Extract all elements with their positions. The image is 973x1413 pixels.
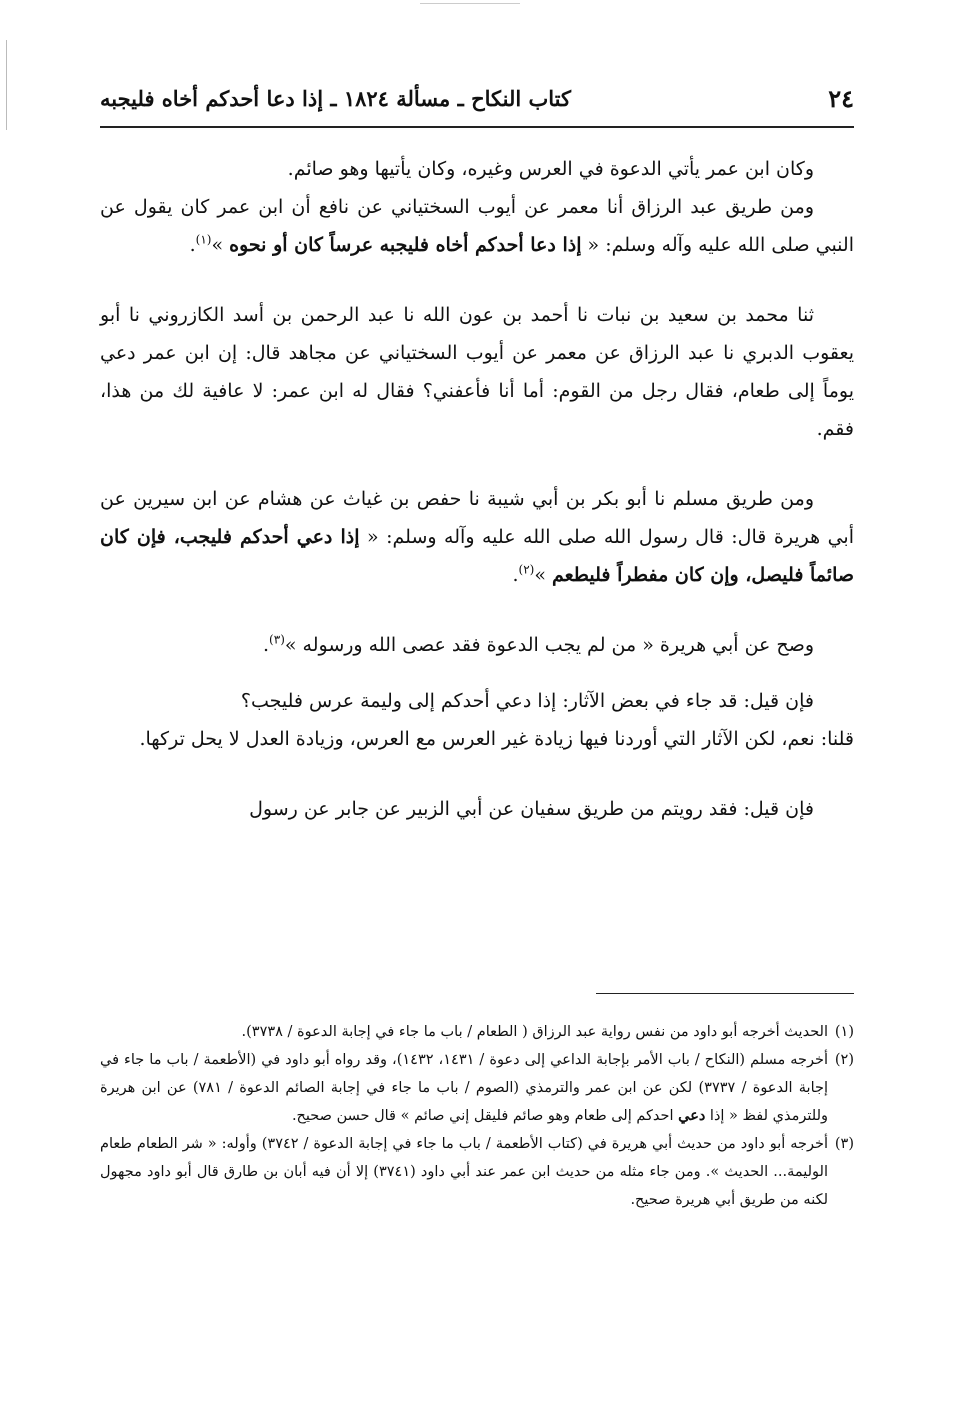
footnote-ref-2: (٢) — [518, 562, 535, 577]
footnote-2-text-end: احدكم إلى طعام وهو صائم فليقل إني صائم » قال حسن صحيح. — [291, 1108, 679, 1124]
footnote-2-bold: دعي — [678, 1107, 706, 1124]
footnote-3-text: أخرجه أبو داود من حديث أبي هريرة في (كتاب الأطعمة / باب ما جاء في إجابة الدعوة / ٣٧٤٢) وأوله: « شر الطعام طعام الوليمة... الحديث ». ومن جاء مثله من حديث ابن عمر عند أبي داود (٣٧٤١) إلا أن فيه أبان بن طارق قال أبو داود مجهول لكنه من طريق أبي هريرة صحيح. — [100, 1136, 828, 1208]
footnote-2-number: (٢) — [834, 1052, 854, 1068]
paragraph-4-text: ومن طريق مسلم نا أبو بكر بن أبي شيبة نا حفص بن غياث عن هشام عن ابن سيرين عن أبي هريرة قال: قال رسول الله صلى الله عليه وآله وسلم: « — [100, 488, 854, 548]
footnote-3-number: (٣) — [834, 1136, 854, 1152]
scan-top-mark — [420, 3, 520, 4]
footnote-separator — [596, 993, 854, 994]
footnote-ref-3: (٣) — [269, 632, 285, 647]
footnote-1-number: (١) — [834, 1024, 854, 1040]
paragraph-3-text: ثنا محمد بن سعيد بن نبات نا أحمد بن عون الله نا عبد الرحمن بن أسد الكازروني نا أبو يعقوب الدبري نا عبد الرزاق عن معمر عن أيوب السختياني عن مجاهد قال: إن ابن عمر دعي يوماً إلى طعام، فقال رجل من القوم: أما أنا فأعفني؟ فقال له ابن عمر: لا عافية لك من هذا، فقم. — [100, 304, 854, 440]
paragraph-8-text: فإن قيل: فقد رويتم من طريق سفيان عن أبي الزبير عن جابر عن رسول — [249, 798, 814, 820]
paragraph-2-text: ومن طريق عبد الرزاق أنا معمر عن أيوب السختياني عن نافع أن ابن عمر كان يقول عن النبي صلى الله عليه وآله وسلم: « — [100, 196, 854, 256]
main-text — [100, 150, 854, 828]
quote-close-2: » — [534, 564, 552, 586]
quote-close-1: » — [211, 234, 230, 256]
paragraph-7-text: قلنا: نعم، لكن الآثار التي أوردنا فيها زيادة غير العرس مع العرس، وزيادة العدل لا يحل تركها. — [139, 728, 854, 750]
paragraph-4-end: . — [512, 564, 519, 586]
paragraph-4 — [100, 480, 854, 594]
footnote-2 — [100, 1046, 854, 1130]
paragraph-1-text: وكان ابن عمر يأتي الدعوة في العرس وغيره، وكان يأتيها وهو صائم. — [287, 158, 814, 180]
footnote-1 — [100, 1018, 854, 1046]
paragraph-2 — [100, 188, 854, 264]
footnotes — [100, 1018, 854, 1214]
paragraph-2-end: . — [189, 234, 196, 256]
paragraph-6-text: فإن قيل: قد جاء في بعض الآثار: إذا دعي أحدكم إلى وليمة عرس فليجب؟ — [240, 690, 814, 712]
header-rule — [100, 126, 854, 128]
hadith-quote-1: إذا دعا أحدكم أخاه فليجبه عرساً كان أو نحوه — [229, 234, 582, 256]
page-header — [100, 78, 854, 118]
scan-edge-line — [6, 40, 7, 130]
footnote-2-text: أخرجه مسلم (النكاح / باب الأمر بإجابة الداعي إلى دعوة / ١٤٣١، ١٤٣٢)، وقد رواه أبو داود في (الأطعمة / باب ما جاء في إجابة الدعوة / ٣٧٣٧) لكن عن ابن عمر والترمذي (الصوم / باب ما جاء في إجابة الصائم الدعوة / ٧٨١) عن ابن هريرة وللترمذي لفظ « إذا — [100, 1052, 828, 1124]
paragraph-3 — [100, 296, 854, 448]
paragraph-5-text: وصح عن أبي هريرة « من لم يجب الدعوة فقد عصى الله ورسوله » — [284, 634, 814, 656]
page-number: ٢٤ — [828, 83, 854, 113]
paragraph-6 — [100, 682, 854, 720]
hadith-quote-2: إذا دعي أحدكم فليجب، فإن كان صائماً فليصل، وإن كان مفطراً فليطعم — [100, 526, 854, 586]
paragraph-8 — [100, 790, 854, 828]
footnote-ref-1: (١) — [195, 232, 212, 247]
paragraph-5 — [100, 626, 854, 664]
paragraph-5-end: . — [263, 634, 270, 656]
running-title: كتاب النكاح ـ مسألة ١٨٢٤ ـ إذا دعا أحدكم أخاه فليجبه — [100, 85, 572, 111]
footnote-1-text: الحديث أخرجه أبو داود من نفس رواية عبد الرزاق ( الطعام / باب ما جاء في إجابة الدعوة / ٣٧٣٨). — [241, 1024, 828, 1040]
paragraph-7 — [100, 720, 854, 758]
paragraph-1 — [100, 150, 854, 188]
footnote-3 — [100, 1130, 854, 1214]
